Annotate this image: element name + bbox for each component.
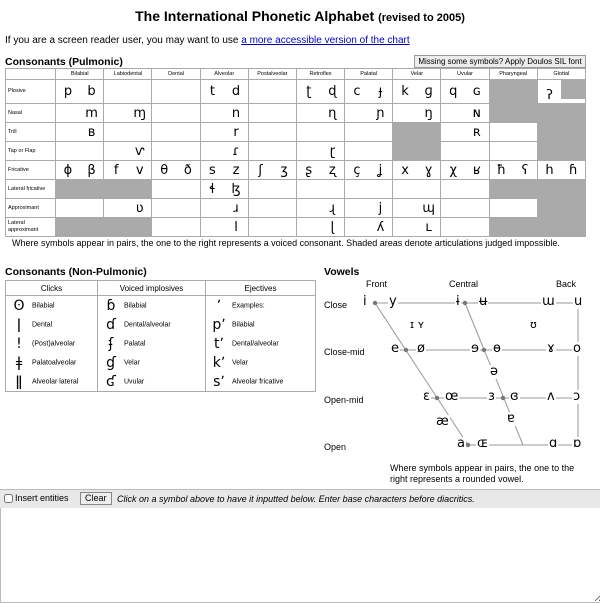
consonant-cell <box>248 218 296 237</box>
nonpulmonic-symbol[interactable]: ɠ <box>106 354 116 371</box>
vowel-ash[interactable]: æ <box>436 414 449 429</box>
consonant-symbol[interactable]: ɲ <box>376 105 385 121</box>
consonant-cell <box>393 104 441 123</box>
nonpulmonic-cell <box>206 315 316 334</box>
consonant-symbol[interactable]: x <box>401 162 409 178</box>
consonant-cell <box>345 218 393 237</box>
vowel-row-open-mid: Open-mid <box>324 395 364 405</box>
nonpulmonic-header-row <box>6 281 316 296</box>
nonpulmonic-label: Bilabial <box>124 302 147 309</box>
nonpulmonic-cell <box>98 315 206 334</box>
consonant-symbol[interactable]: ʙ <box>87 124 96 140</box>
consonant-cell <box>296 80 344 104</box>
vowel-small-cap-oe[interactable]: ɶ <box>477 436 489 451</box>
consonant-cell <box>345 142 393 161</box>
nonpulmonic-cell <box>206 296 316 316</box>
nonpulmonic-label: Alveolar fricative <box>232 378 284 385</box>
nonpulmonic-label: Examples: <box>232 302 265 309</box>
consonant-cell <box>200 199 248 218</box>
impossible-cell <box>56 218 104 237</box>
consonant-cell <box>345 123 393 142</box>
consonant-cell <box>152 199 200 218</box>
consonant-cell <box>200 142 248 161</box>
nonpulmonic-symbol[interactable]: ǃ <box>16 335 22 352</box>
consonant-cell <box>537 80 585 104</box>
consonant-symbol[interactable]: ç <box>353 162 361 178</box>
pulmonic-col-postalveolar: Postalveolar <box>248 69 296 80</box>
apply-doulos-font-button[interactable]: Missing some symbols? Apply Doulos SIL font <box>414 55 586 68</box>
vowel-open-o[interactable]: ɔ <box>573 389 581 404</box>
vowel-turned-m[interactable]: ɯ <box>542 294 555 309</box>
vowels-note <box>390 463 590 485</box>
consonant-cell <box>489 123 537 142</box>
nonpulmonic-row <box>6 353 316 372</box>
nonpulmonic-cell <box>6 334 98 353</box>
nonpulmonic-symbol[interactable]: ɓ <box>106 297 116 314</box>
impossible-cell <box>489 218 537 237</box>
consonant-symbol[interactable]: n <box>231 105 241 121</box>
consonant-cell <box>56 199 104 218</box>
nonpulmonic-heading: Consonants (Non-Pulmonic) <box>5 266 147 278</box>
consonant-symbol[interactable]: ʕ <box>521 162 529 178</box>
consonant-cell <box>152 161 200 180</box>
consonant-symbol[interactable]: p <box>63 84 73 99</box>
consonant-cell <box>200 123 248 142</box>
vowel-barred-i[interactable]: ɨ <box>456 294 460 309</box>
impossible-cell <box>537 180 585 199</box>
nonpulmonic-label: (Post)alveolar <box>32 340 76 347</box>
consonant-cell <box>296 218 344 237</box>
pulmonic-row-fricative <box>6 161 586 180</box>
pulmonic-row-label: Approximant <box>6 199 56 218</box>
nonpulmonic-cell <box>206 372 316 392</box>
impossible-cell <box>104 180 152 199</box>
nonpulmonic-row <box>6 372 316 392</box>
nonpulmonic-cell <box>98 353 206 372</box>
consonant-cell <box>489 199 537 218</box>
consonant-symbol[interactable]: ⱱ <box>134 143 145 159</box>
consonant-cell <box>345 199 393 218</box>
consonant-symbol[interactable]: ʔ <box>546 88 553 103</box>
consonant-cell <box>248 123 296 142</box>
consonant-cell <box>152 123 200 142</box>
pulmonic-col-pharyngeal: Pharyngeal <box>489 69 537 80</box>
vowels-note-line2: right represents a rounded vowel. <box>390 474 524 484</box>
consonant-symbol[interactable]: ʝ <box>378 162 383 178</box>
nonpulmonic-label: Dental <box>32 321 53 328</box>
nonpulmonic-label: Alveolar lateral <box>32 378 79 385</box>
consonant-symbol[interactable]: ʋ <box>135 200 144 216</box>
insert-entities-label: Insert entities <box>15 493 69 503</box>
consonant-symbol[interactable]: ɣ <box>424 162 433 178</box>
vowel-col-front: Front <box>366 279 388 289</box>
consonant-symbol[interactable]: χ <box>449 162 457 178</box>
consonant-symbol[interactable]: ɻ <box>329 200 336 216</box>
nonpulmonic-cell <box>206 353 316 372</box>
pulmonic-row-lateral-approximant <box>6 218 586 237</box>
consonant-symbol[interactable]: β <box>87 162 96 178</box>
consonant-cell <box>152 80 200 104</box>
intro-text <box>5 35 410 46</box>
nonpulmonic-symbol[interactable]: ǁ <box>15 373 23 390</box>
vowel-col-central: Central <box>449 279 479 289</box>
consonant-cell <box>104 80 152 104</box>
consonant-symbol[interactable]: ʃ <box>258 162 263 178</box>
consonant-symbol[interactable]: ɖ <box>328 84 337 99</box>
vowel-i[interactable]: i <box>363 294 367 309</box>
dot-close-central <box>463 301 467 305</box>
pulmonic-col-labiodental: Labiodental <box>104 69 152 80</box>
vowel-closed-reversed-epsilon[interactable]: ɞ <box>510 389 519 404</box>
nonpulmonic-row <box>6 315 316 334</box>
vowel-script-a[interactable]: ɑ <box>549 436 558 451</box>
consonant-symbol[interactable]: d <box>231 84 241 99</box>
consonant-symbol[interactable]: ɱ <box>133 105 147 121</box>
consonant-cell <box>345 161 393 180</box>
nonpulmonic-cell <box>6 372 98 392</box>
consonant-cell <box>200 180 248 199</box>
consonant-symbol[interactable]: ɰ <box>422 200 435 216</box>
accessible-version-link[interactable]: a more accessible version of the chart <box>241 35 410 46</box>
pulmonic-col-retroflex: Retroflex <box>296 69 344 80</box>
vowel-small-cap-i-y[interactable]: ɪ ʏ <box>410 318 425 331</box>
nonpulmonic-symbol[interactable]: pʼ <box>212 316 226 333</box>
consonant-symbol[interactable]: k <box>401 84 409 99</box>
pulmonic-row-trill <box>6 123 586 142</box>
consonant-cell <box>441 142 489 161</box>
consonant-cell <box>296 161 344 180</box>
pulmonic-row-label: Plosive <box>6 80 56 104</box>
consonant-cell <box>248 161 296 180</box>
vowel-upsilon[interactable]: ʊ <box>530 318 537 331</box>
consonant-cell <box>104 142 152 161</box>
nonpulmonic-cell <box>98 334 206 353</box>
pulmonic-row-label: Trill <box>6 123 56 142</box>
consonant-symbol[interactable]: c <box>353 84 361 99</box>
dot-close-mid-central <box>482 348 486 352</box>
nonpulmonic-cell <box>206 334 316 353</box>
nonpulmonic-cell <box>98 372 206 392</box>
nonpulmonic-symbol[interactable]: kʼ <box>212 354 226 371</box>
nonpulmonic-label: Dental/alveolar <box>124 321 171 328</box>
nonpulmonic-cell <box>98 296 206 316</box>
consonant-cell <box>441 199 489 218</box>
consonant-cell <box>152 142 200 161</box>
consonant-cell <box>537 161 585 180</box>
nonpulmonic-symbol[interactable]: tʼ <box>214 335 224 352</box>
consonant-symbol[interactable]: ŋ <box>424 105 433 121</box>
impossible-cell <box>537 142 585 161</box>
consonant-symbol[interactable]: ʈ <box>306 84 312 99</box>
consonant-cell <box>56 142 104 161</box>
consonant-cell <box>489 142 537 161</box>
consonant-cell <box>441 218 489 237</box>
nonpulmonic-label: Velar <box>124 359 140 366</box>
pulmonic-col-dental: Dental <box>152 69 200 80</box>
vowel-epsilon[interactable]: ɛ <box>423 389 431 404</box>
consonant-cell <box>248 180 296 199</box>
consonant-cell <box>152 104 200 123</box>
consonant-cell <box>296 180 344 199</box>
title-main: The International Phonetic Alphabet <box>135 8 375 24</box>
consonant-cell <box>296 199 344 218</box>
consonant-symbol[interactable]: ɬ <box>209 181 216 197</box>
nonpulmonic-col-ejectives: Ejectives <box>206 281 316 296</box>
consonant-cell <box>441 180 489 199</box>
vowel-turned-a[interactable]: ɐ <box>507 411 515 426</box>
consonant-cell <box>345 180 393 199</box>
nonpulmonic-symbol[interactable]: ɗ <box>106 316 116 333</box>
consonant-cell <box>200 218 248 237</box>
nonpulmonic-cell <box>6 315 98 334</box>
vowel-turned-v[interactable]: ʌ <box>547 389 555 404</box>
consonant-cell <box>152 180 200 199</box>
consonant-cell <box>441 123 489 142</box>
consonant-symbol[interactable]: ɳ <box>328 105 337 121</box>
nonpulmonic-col-clicks: Clicks <box>6 281 98 296</box>
pulmonic-col-uvular: Uvular <box>441 69 489 80</box>
nonpulmonic-cell <box>6 353 98 372</box>
consonant-cell <box>393 199 441 218</box>
vowel-turned-script-a[interactable]: ɒ <box>573 436 582 451</box>
pulmonic-col-alveolar: Alveolar <box>200 69 248 80</box>
consonant-symbol[interactable]: ɾ <box>232 143 240 159</box>
consonant-cell <box>200 104 248 123</box>
consonant-symbol[interactable]: ʟ <box>425 219 432 235</box>
impossible-cell <box>537 123 585 142</box>
consonant-cell <box>152 218 200 237</box>
dot-open-mid-front <box>435 396 439 400</box>
consonant-symbol[interactable]: r <box>233 124 239 140</box>
vowel-slashed-o[interactable]: ø <box>417 341 425 356</box>
consonant-cell <box>393 218 441 237</box>
pulmonic-col-velar: Velar <box>393 69 441 80</box>
vowel-row-close-mid: Close-mid <box>324 347 365 357</box>
vowel-o[interactable]: o <box>573 341 581 356</box>
nonpulmonic-label: Bilabial <box>32 302 55 309</box>
consonant-cell <box>104 123 152 142</box>
symbol-input-area[interactable] <box>0 508 600 603</box>
vowel-barred-o[interactable]: ɵ <box>493 341 501 356</box>
consonant-cell <box>200 80 248 104</box>
pulmonic-col-bilabial: Bilabial <box>56 69 104 80</box>
consonant-symbol[interactable]: ɽ <box>329 143 335 159</box>
consonant-symbol[interactable]: ħ <box>496 162 506 178</box>
pulmonic-table <box>5 68 586 237</box>
vowel-oe[interactable]: œ <box>445 389 459 404</box>
consonant-cell <box>56 123 104 142</box>
consonant-cell <box>296 123 344 142</box>
insert-entities-checkbox[interactable] <box>4 494 13 503</box>
nonpulmonic-label: Uvular <box>124 378 145 385</box>
nonpulmonic-row <box>6 296 316 316</box>
pulmonic-row-approximant <box>6 199 586 218</box>
vowels-heading: Vowels <box>324 266 360 278</box>
nonpulmonic-symbol[interactable]: ʘ <box>13 297 25 314</box>
consonant-cell <box>441 161 489 180</box>
nonpulmonic-label: Dental/alveolar <box>232 340 279 347</box>
nonpulmonic-row <box>6 334 316 353</box>
consonant-symbol[interactable]: l <box>234 219 238 235</box>
pulmonic-row-label: Lateral fricative <box>6 180 56 199</box>
consonant-cell <box>441 104 489 123</box>
dot-open-front <box>466 443 470 447</box>
vowel-y[interactable]: y <box>389 294 397 309</box>
consonant-symbol[interactable]: m <box>85 105 98 121</box>
nonpulmonic-col-voiced-implosives: Voiced implosives <box>98 281 206 296</box>
pulmonic-row-label: Nasal <box>6 104 56 123</box>
consonant-symbol[interactable]: ɹ <box>233 200 239 216</box>
consonant-symbol[interactable]: ɭ <box>330 219 335 235</box>
consonant-symbol[interactable]: ɮ <box>231 181 241 197</box>
impossible-cell <box>537 218 585 237</box>
consonant-symbol[interactable]: ð <box>183 162 192 178</box>
impossible-cell <box>393 123 441 142</box>
impossible-cell <box>393 142 441 161</box>
nonpulmonic-table <box>5 280 316 392</box>
consonant-symbol[interactable]: ʒ <box>280 162 288 178</box>
consonant-symbol[interactable]: h <box>545 162 554 178</box>
pulmonic-header-row <box>6 69 586 80</box>
consonant-symbol[interactable]: ʎ <box>376 219 385 235</box>
vowel-a[interactable]: a <box>457 436 465 451</box>
vowel-reversed-epsilon[interactable]: ɜ <box>488 389 495 404</box>
pulmonic-row-plosive <box>6 80 586 104</box>
dot-close-front <box>373 301 377 305</box>
impossible-cell <box>537 199 585 218</box>
consonant-symbol[interactable]: ɢ <box>472 84 481 99</box>
consonant-cell <box>345 104 393 123</box>
pulmonic-col-glottal: Glottal <box>537 69 585 80</box>
dot-open-mid-central <box>501 396 505 400</box>
consonant-symbol[interactable]: ʂ <box>305 162 313 178</box>
consonant-cell <box>248 142 296 161</box>
vowel-rams-horn[interactable]: ɤ <box>547 341 555 356</box>
consonant-symbol[interactable]: θ <box>160 162 169 178</box>
vowel-barred-u[interactable]: ʉ <box>479 294 488 309</box>
vowel-u[interactable]: u <box>574 294 583 309</box>
pulmonic-row-tap-or-flap <box>6 142 586 161</box>
vowel-row-close: Close <box>324 300 348 310</box>
pulmonic-heading: Consonants (Pulmonic) <box>5 56 123 68</box>
consonant-symbol[interactable]: v <box>135 162 144 178</box>
consonant-symbol[interactable]: j <box>378 200 383 216</box>
nonpulmonic-label: Bilabial <box>232 321 255 328</box>
vowel-trapezium <box>360 290 590 460</box>
pulmonic-row-nasal <box>6 104 586 123</box>
consonant-cell <box>489 161 537 180</box>
consonant-symbol[interactable]: s <box>209 162 216 178</box>
intro-sentence: If you are a screen reader user, you may want to use <box>5 35 242 46</box>
consonant-cell <box>393 80 441 104</box>
pulmonic-row-label: Lateral approximant <box>6 218 56 237</box>
pulmonic-row-lateral-fricative <box>6 180 586 199</box>
consonant-cell <box>248 104 296 123</box>
clear-button[interactable]: Clear <box>80 492 112 505</box>
consonant-cell <box>393 180 441 199</box>
consonant-cell <box>200 161 248 180</box>
nonpulmonic-symbol[interactable]: ǀ <box>16 316 22 333</box>
impossible-cell <box>537 104 585 123</box>
pulmonic-row-label: Fricative <box>6 161 56 180</box>
consonant-symbol[interactable]: ʐ <box>328 162 336 178</box>
consonant-cell <box>296 104 344 123</box>
vowels-note-line1: Where symbols appear in pairs, the one to the <box>390 463 575 473</box>
page-title <box>0 8 600 24</box>
input-toolbar <box>0 489 600 509</box>
consonant-cell <box>56 80 104 104</box>
consonant-symbol[interactable]: q <box>449 84 458 99</box>
nonpulmonic-symbol[interactable]: ʛ <box>106 373 116 390</box>
consonant-symbol[interactable]: z <box>232 162 240 178</box>
consonant-symbol[interactable]: ɴ <box>472 105 481 121</box>
corner-cell <box>6 69 56 80</box>
consonant-symbol[interactable]: ɦ <box>569 162 578 178</box>
consonant-symbol[interactable]: ɡ <box>424 84 433 99</box>
consonant-symbol[interactable]: f <box>113 162 119 178</box>
nonpulmonic-label: Palatal <box>124 340 146 347</box>
consonant-symbol[interactable]: ʁ <box>472 162 481 178</box>
pulmonic-row-label: Tap or Flap <box>6 142 56 161</box>
impossible-half <box>561 80 585 99</box>
nonpulmonic-symbol[interactable]: ʄ <box>108 335 114 352</box>
impossible-cell <box>104 218 152 237</box>
consonant-symbol[interactable]: t <box>209 84 215 99</box>
consonant-symbol[interactable]: ɸ <box>63 162 73 178</box>
nonpulmonic-symbol[interactable]: ʼ <box>216 297 222 314</box>
nonpulmonic-label: Palatoalveolar <box>32 359 77 366</box>
consonant-cell <box>104 104 152 123</box>
consonant-symbol[interactable]: ɟ <box>378 84 383 99</box>
nonpulmonic-label: Velar <box>232 359 248 366</box>
nonpulmonic-symbol[interactable]: ǂ <box>15 354 23 371</box>
vowel-reversed-e[interactable]: ɘ <box>471 341 479 356</box>
consonant-cell <box>104 161 152 180</box>
consonant-cell <box>345 80 393 104</box>
pulmonic-col-palatal: Palatal <box>345 69 393 80</box>
vowel-row-open: Open <box>324 442 347 452</box>
consonant-cell <box>104 199 152 218</box>
insert-entities-toggle[interactable] <box>4 493 69 503</box>
vowel-col-back: Back <box>556 279 577 289</box>
consonant-cell <box>441 80 489 104</box>
nonpulmonic-cell <box>6 296 98 316</box>
consonant-cell <box>393 161 441 180</box>
consonant-cell <box>296 142 344 161</box>
vowel-schwa[interactable]: ə <box>490 364 498 379</box>
impossible-cell <box>489 80 537 104</box>
consonant-cell <box>56 104 104 123</box>
consonant-cell <box>56 161 104 180</box>
vowel-e[interactable]: e <box>391 341 399 356</box>
title-revised: (revised to 2005) <box>378 12 465 24</box>
nonpulmonic-symbol[interactable]: sʼ <box>213 373 225 390</box>
consonant-symbol[interactable]: b <box>87 84 96 99</box>
consonant-cell <box>248 199 296 218</box>
impossible-cell <box>489 104 537 123</box>
dot-close-mid-front <box>404 348 408 352</box>
pulmonic-note: Where symbols appear in pairs, the one to the right represents a voiced consonant. Shaded areas denote articulations judged impossible. <box>12 238 560 248</box>
input-hint: Click on a symbol above to have it inputted below. Enter base characters before diacritics. <box>117 494 475 504</box>
impossible-cell <box>489 180 537 199</box>
consonant-cell <box>248 80 296 104</box>
consonant-symbol[interactable]: ʀ <box>472 124 481 140</box>
impossible-cell <box>56 180 104 199</box>
